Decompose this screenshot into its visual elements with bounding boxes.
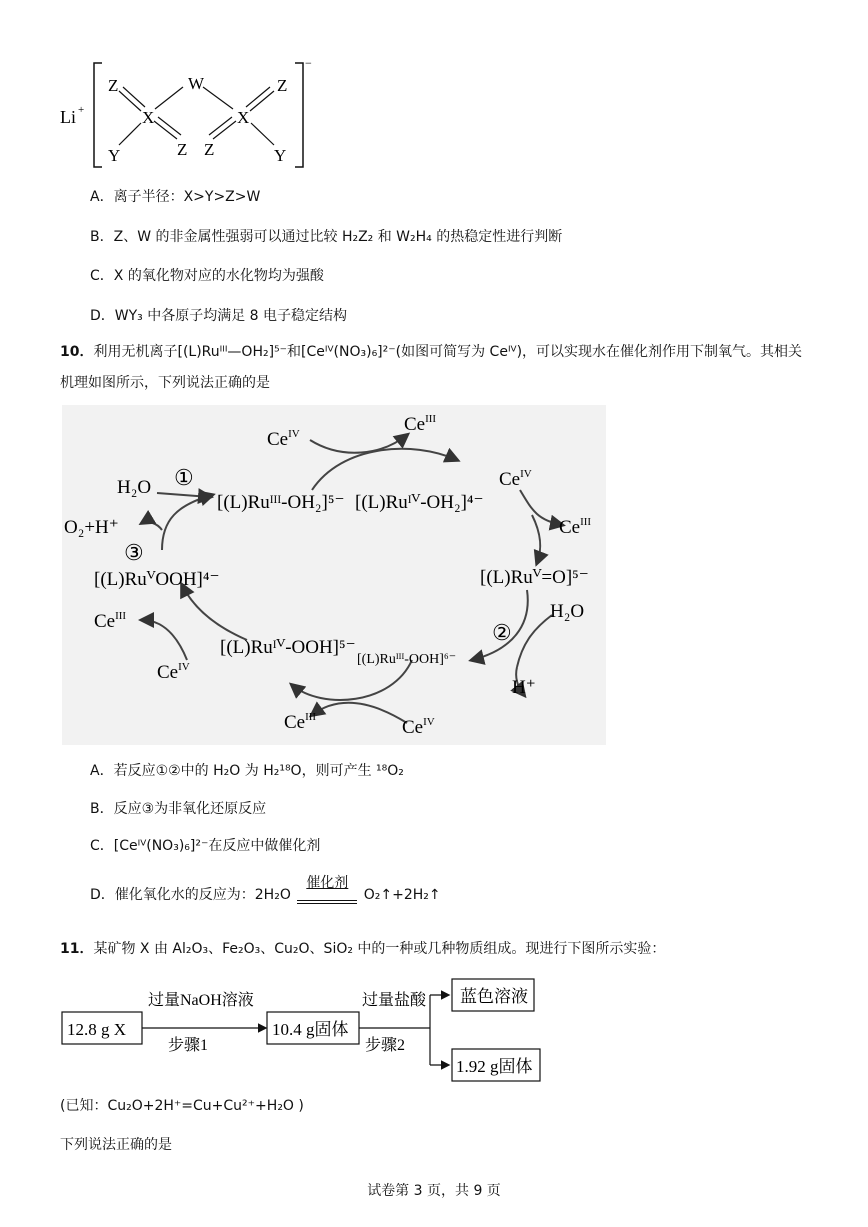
atom-y2: Y xyxy=(274,146,287,165)
q9-option-b: B．Z、W 的非金属性强弱可以通过比较 H₂Z₂ 和 W₂H₄ 的热稳定性进行判断 xyxy=(90,229,563,245)
atom-z1: Z xyxy=(108,76,119,95)
q10-number: 10． xyxy=(60,344,94,360)
box-blue-solution: 蓝色溶液 xyxy=(460,987,528,1006)
ce3-bottom: $Ce^{III}$ xyxy=(284,711,317,733)
q11-number: 11． xyxy=(60,941,94,957)
step-2-label: 步骤2 xyxy=(365,1037,406,1054)
atom-z3: Z xyxy=(177,140,188,159)
q10-stem-line1: 利用无机离子[(L)Ruᴵᴵᴵ—OH₂]⁵⁻和[Ceᴵⱽ(NO₃)₆]²⁻(如图可简写为 Ceᴵⱽ)，可以实现水在催化剂作用下制氧气。其相关 xyxy=(93,344,803,360)
mechanism-diagram xyxy=(62,405,606,745)
q11-stem-text: 某矿物 X 由 Al₂O₃、Fe₂O₃、Cu₂O、SiO₂ 中的一种或几种物质组成。现进行下图所示实验： xyxy=(93,941,666,957)
box-solid: 10.4 g固体 xyxy=(272,1020,349,1039)
ce3-left: $Ce^{III}$ xyxy=(94,610,127,632)
catalyst-arrow xyxy=(297,875,357,904)
q9-option-a: A．离子半径：X>Y>Z>W xyxy=(90,189,261,205)
ru3-oh2: [(L)Ruᴵᴵᴵ-OH₂]⁵⁻ xyxy=(217,492,345,513)
bracket-charge: − xyxy=(305,56,312,70)
q10-stem xyxy=(60,343,860,363)
step-2: ② xyxy=(492,620,512,645)
h2o-2: H₂O xyxy=(550,601,585,622)
atom-x1: X xyxy=(142,108,155,127)
reagent-hcl: 过量盐酸 xyxy=(362,992,427,1009)
ce3-top: $Ce^{III}$ xyxy=(404,413,437,435)
atom-z4: Z xyxy=(204,140,215,159)
q10-stem-line2: 机理如图所示，下列说法正确的是 xyxy=(60,375,270,391)
hplus: H⁺ xyxy=(512,677,536,698)
q10-option-b: B．反应③为非氧化还原反应 xyxy=(90,801,267,817)
li-charge: + xyxy=(78,104,85,116)
atom-z2: Z xyxy=(277,76,288,95)
atom-y1: Y xyxy=(108,146,121,165)
ru5-o: [(L)Ruⱽ=O]⁵⁻ xyxy=(480,567,589,588)
page-footer: 试卷第 3 页，共 9 页 xyxy=(367,1183,501,1199)
atom-x2: X xyxy=(237,108,250,127)
reagent-naoh: 过量NaOH溶液 xyxy=(148,992,254,1009)
q10-option-c: C．[Ceᴵⱽ(NO₃)₆]²⁻在反应中做催化剂 xyxy=(90,838,321,854)
h2o-1: H₂O xyxy=(117,477,152,498)
ce4-top: $Ce^{IV}$ xyxy=(267,428,300,450)
q10-option-d xyxy=(90,875,441,904)
q10-option-d-products: O₂↑+2H₂↑ xyxy=(363,887,441,903)
q9-option-d: D．WY₃ 中各原子均满足 8 电子稳定结构 xyxy=(90,308,348,324)
box-final-solid: 1.92 g固体 xyxy=(456,1057,533,1076)
ce4-left: $Ce^{IV}$ xyxy=(157,661,190,683)
li-symbol: Li xyxy=(60,107,76,127)
flow-diagram xyxy=(60,975,560,1085)
catalyst-label: 催化剂 xyxy=(306,875,349,891)
ru4-ooh: [(L)Ruᴵⱽ-OOH]⁵⁻ xyxy=(220,637,356,658)
box-x: 12.8 g X xyxy=(67,1020,127,1039)
structure-formula xyxy=(55,55,325,175)
q9-option-c: C．X 的氧化物对应的水化物均为强酸 xyxy=(90,268,324,284)
ru5-ooh: [(L)RuⱽOOH]⁴⁻ xyxy=(94,569,220,590)
o2-hplus: O₂+H⁺ xyxy=(64,517,119,538)
ce4-right: $Ce^{IV}$ xyxy=(499,468,532,490)
q10-option-d-text: D．催化氧化水的反应为：2H₂O xyxy=(90,887,291,903)
atom-w: W xyxy=(188,74,205,93)
q11-known: (已知：Cu₂O+2H⁺=Cu+Cu²⁺+H₂O ) xyxy=(60,1098,304,1114)
ce4-bottom: $Ce^{IV}$ xyxy=(402,716,435,738)
ru3-ooh: [(L)Ruᴵᴵᴵ-OOH]⁶⁻ xyxy=(357,652,457,667)
ce3-right: $Ce^{III}$ xyxy=(559,516,592,538)
step-1: ① xyxy=(174,465,194,490)
step-1-label: 步骤1 xyxy=(168,1037,209,1054)
ru4-oh2: [(L)Ruᴵⱽ-OH₂]⁴⁻ xyxy=(355,492,484,513)
q11-question: 下列说法正确的是 xyxy=(60,1137,172,1153)
q11-stem xyxy=(60,940,860,960)
q10-option-a: A．若反应①②中的 H₂O 为 H₂¹⁸O，则可产生 ¹⁸O₂ xyxy=(90,763,404,779)
step-3: ③ xyxy=(124,540,144,565)
